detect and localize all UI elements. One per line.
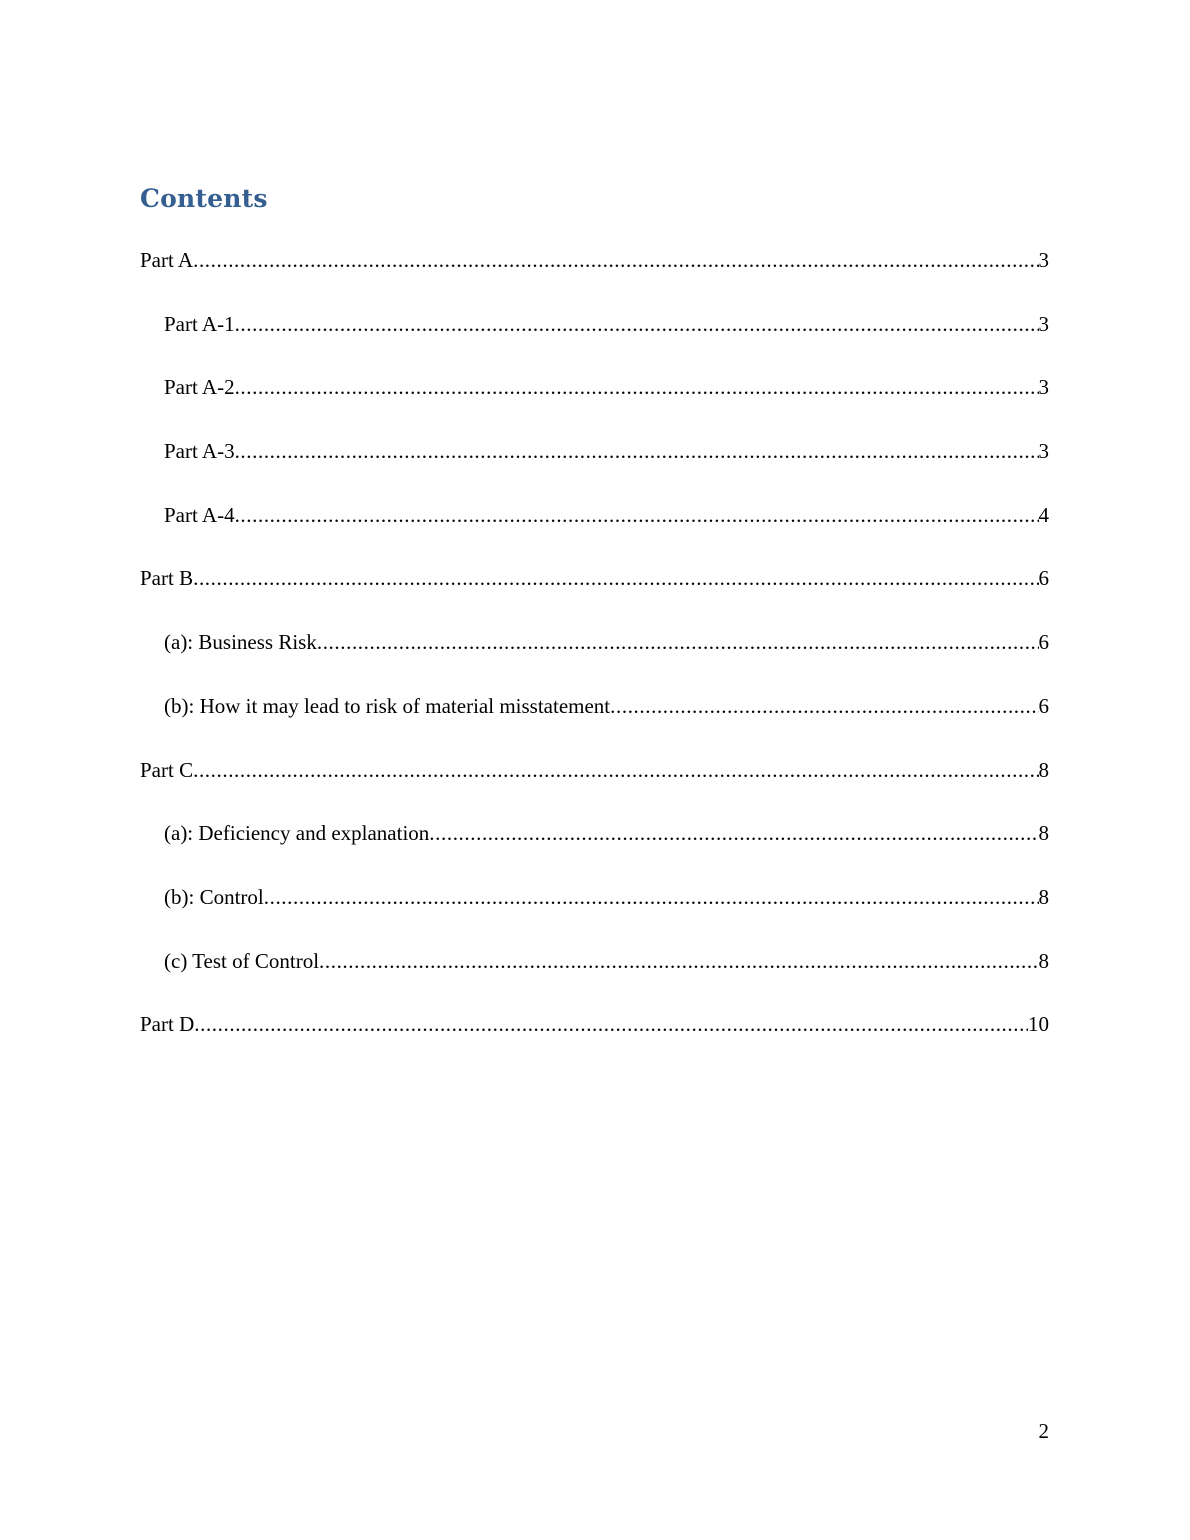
toc-dot-leader xyxy=(429,817,1038,849)
toc-entry-material-misstatement[interactable] xyxy=(140,690,1049,754)
toc-entry-part-a-2[interactable] xyxy=(140,371,1049,435)
toc-entry-page: 10 xyxy=(1028,1012,1049,1037)
toc-dot-leader xyxy=(235,435,1039,467)
toc-entry-page: 4 xyxy=(1038,502,1049,527)
toc-entry-part-a[interactable] xyxy=(140,244,1049,308)
toc-entry-page: 3 xyxy=(1038,439,1049,464)
toc-entry-label: Part C xyxy=(140,757,194,782)
toc-dot-leader xyxy=(193,244,1038,276)
toc-entry-label: (a): Deficiency and explanation xyxy=(164,821,430,846)
toc-entry-part-a-1[interactable] xyxy=(140,308,1049,372)
toc-dot-leader xyxy=(193,562,1038,594)
toc-dot-leader xyxy=(317,626,1039,658)
table-of-contents xyxy=(140,244,1049,1072)
toc-entry-part-a-3[interactable] xyxy=(140,435,1049,499)
toc-entry-label: Part A-2 xyxy=(164,375,235,400)
toc-entry-part-c[interactable] xyxy=(140,754,1049,818)
toc-entry-label: (a): Business Risk xyxy=(164,630,317,655)
toc-entry-page: 3 xyxy=(1038,248,1049,272)
toc-entry-label: Part B xyxy=(140,566,194,591)
toc-entry-label: Part D xyxy=(140,1012,195,1037)
toc-entry-page: 3 xyxy=(1038,311,1049,336)
toc-entry-part-d[interactable] xyxy=(140,1008,1049,1072)
toc-dot-leader xyxy=(610,690,1038,722)
toc-entry-page: 3 xyxy=(1038,375,1049,400)
toc-dot-leader xyxy=(235,308,1039,340)
toc-entry-part-b[interactable] xyxy=(140,562,1049,626)
toc-entry-label: Part A-3 xyxy=(164,439,235,464)
toc-dot-leader xyxy=(194,1008,1028,1040)
toc-heading: Contents xyxy=(140,184,268,213)
toc-entry-page: 8 xyxy=(1038,757,1049,782)
toc-entry-label: Part A-4 xyxy=(164,502,235,527)
toc-dot-leader xyxy=(235,499,1039,531)
toc-entry-label: Part A xyxy=(140,248,194,272)
toc-entry-label: (b): Control xyxy=(164,884,264,909)
toc-entry-control[interactable] xyxy=(140,881,1049,945)
toc-dot-leader xyxy=(193,754,1038,786)
page-number: 2 xyxy=(1038,1419,1049,1443)
toc-entry-label: (b): How it may lead to risk of material misstatement xyxy=(164,693,611,718)
toc-entry-page: 8 xyxy=(1038,948,1049,973)
toc-entry-part-a-4[interactable] xyxy=(140,499,1049,563)
toc-entry-page: 8 xyxy=(1038,821,1049,846)
toc-entry-label: (c) Test of Control xyxy=(164,948,320,973)
toc-dot-leader xyxy=(235,371,1039,403)
toc-entry-page: 6 xyxy=(1038,566,1049,591)
toc-entry-test-of-control[interactable] xyxy=(140,945,1049,1009)
toc-entry-page: 6 xyxy=(1038,630,1049,655)
toc-entry-page: 8 xyxy=(1038,884,1049,909)
toc-entry-page: 6 xyxy=(1038,693,1049,718)
toc-entry-business-risk[interactable] xyxy=(140,626,1049,690)
toc-entry-deficiency[interactable] xyxy=(140,817,1049,881)
toc-dot-leader xyxy=(319,945,1038,977)
toc-dot-leader xyxy=(264,881,1039,913)
toc-entry-label: Part A-1 xyxy=(164,311,235,336)
